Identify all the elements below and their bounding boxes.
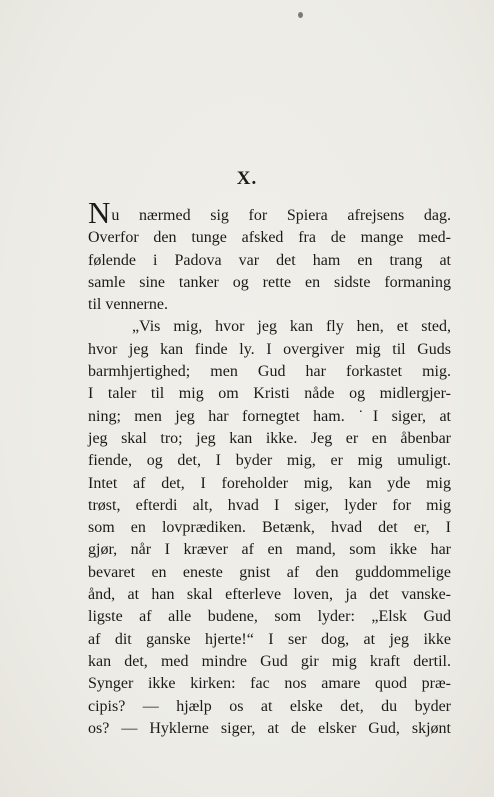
- text-line: ning; men jeg har fornegtet ham. ˙I siger, at: [88, 407, 451, 425]
- text-line: trøst, efterdi alt, hvad I siger, lyder for mig: [88, 496, 451, 514]
- text-line: ånd, at han skal efterleve loven, ja det vanske-: [88, 586, 451, 604]
- text-line: af dit ganske hjerte!“ I ser dog, at jeg ikke: [88, 630, 451, 648]
- ink-speck: [298, 12, 303, 18]
- text-line: „Vis mig, hvor jeg kan fly hen, et sted,: [132, 318, 451, 336]
- text-line: som en lovprædiken. Betænk, hvad det er, I: [88, 519, 451, 537]
- text-line: fiende, og det, I byder mig, er mig umuligt.: [88, 452, 451, 470]
- text-line: os? — Hyklerne siger, at de elsker Gud, skjønt: [88, 719, 451, 737]
- text-line: følende i Padova var det ham en trang at: [88, 251, 451, 269]
- first-line-rest: u nærmed sig for Spiera afrejsens dag.: [111, 207, 451, 224]
- text-line: til vennerne.: [88, 296, 168, 314]
- text-line: Synger ikke kirken: fac nos amare quod præ-: [88, 675, 451, 693]
- text-line: gjør, når I kræver af en mand, som ikke har: [88, 541, 451, 559]
- text-line: barmhjertighed; men Gud har forkastet mig.: [88, 363, 451, 381]
- body-text: [88, 195, 451, 740]
- text-line: ligste af alle budene, som lyder: „Elsk Gud: [88, 608, 451, 626]
- drop-initial: N: [88, 195, 111, 230]
- chapter-heading: X.: [236, 168, 258, 189]
- text-line: bevaret en eneste gnist af den guddommelige: [88, 563, 451, 581]
- text-line: cipis? — hjælp os at elske det, du byder: [88, 697, 451, 715]
- text-line: Overfor den tunge afsked fra de mange med-: [88, 229, 451, 247]
- text-line: samle sine tanker og rette en sidste formaning: [88, 273, 451, 291]
- text-line: hvor jeg kan finde ly. I overgiver mig til Guds: [88, 340, 451, 358]
- text-line-first: [88, 195, 451, 230]
- text-line: jeg skal tro; jeg kan ikke. Jeg er en åbenbar: [88, 429, 451, 447]
- text-line: I taler til mig om Kristi nåde og midlergjer-: [88, 385, 451, 403]
- text-line: kan det, med mindre Gud gir mig kraft dertil.: [88, 652, 451, 670]
- text-line: Intet af det, I foreholder mig, kan yde mig: [88, 474, 451, 492]
